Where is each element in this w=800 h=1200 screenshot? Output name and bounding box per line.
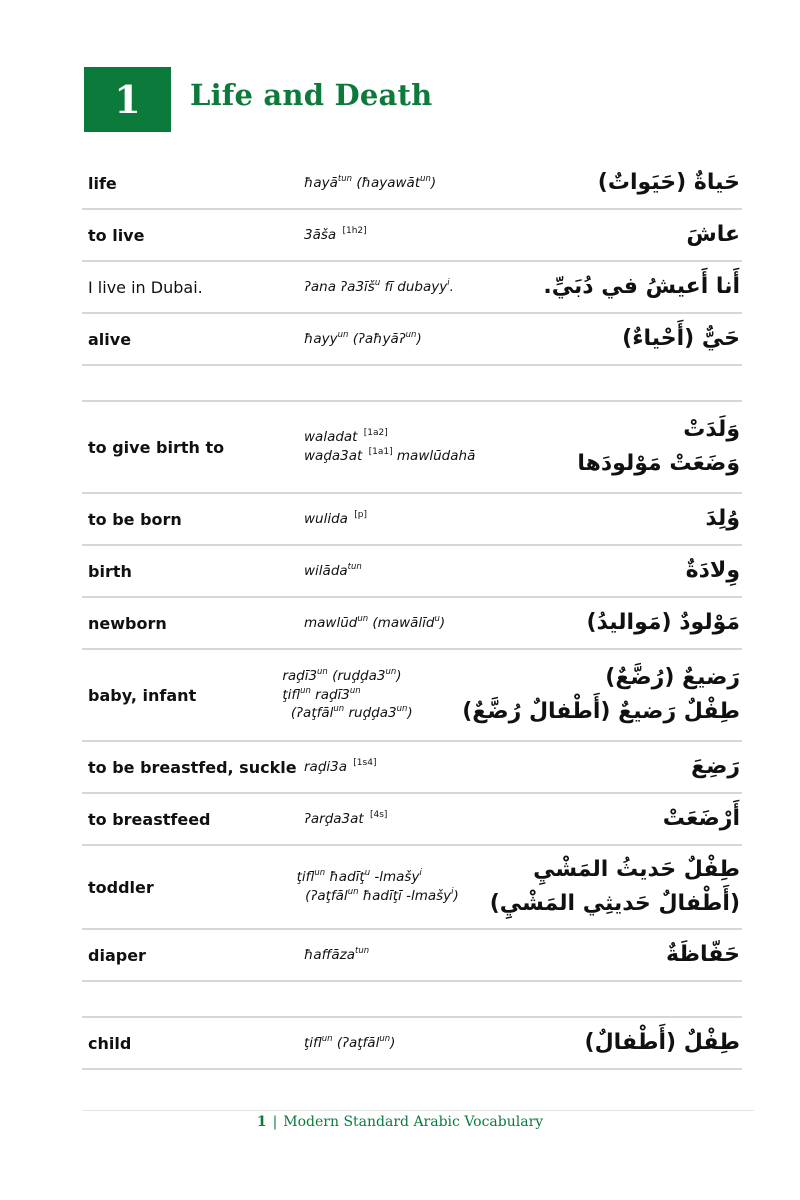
row-spacer (82, 982, 742, 1018)
english-term: newborn (88, 613, 167, 633)
vocab-row (82, 930, 742, 982)
page-number: 1 (256, 1114, 267, 1130)
vocab-row (82, 742, 742, 794)
english-term: to be born (88, 509, 182, 529)
chapter-number-badge (84, 67, 171, 132)
english-term: alive (88, 329, 132, 349)
english-term: to live (88, 225, 145, 245)
english-term: child (88, 1033, 132, 1053)
vocab-row (82, 314, 742, 366)
vocab-row (82, 402, 742, 494)
chapter-title: Life and Death (190, 78, 433, 112)
transliteration: ħayy$^{un}$ (ʔaħyāʔ$^{un}$) (304, 329, 422, 347)
transliteration: ħaffāza$^{tun}$ (304, 945, 370, 963)
english-term: birth (88, 561, 132, 581)
footer-separator: | (272, 1114, 278, 1130)
vocab-row (82, 494, 742, 546)
arabic-term: رضيع (رضع) طفل رضيع (أطفال رضع) (462, 664, 740, 724)
english-term: to breastfeed (88, 809, 211, 829)
english-term: I live in Dubai. (88, 277, 203, 297)
transliteration: ʔana $ʔa3īš^u$ fī dubayy$^i$. (304, 277, 454, 295)
vocab-row (82, 210, 742, 262)
transliteration: ħayā$^{tun}$ (ħayawāt$^{un}$) (304, 173, 437, 191)
english-term: life (88, 173, 117, 193)
transliteration: mawlūd$^{un}$ (mawālīd$^u$) (304, 613, 446, 631)
english-term: to give birth to (88, 437, 225, 457)
transliteration: ţifl$^{un}$ ħadīţ$^u$ -lmašy$^i$ (ʔaţfāl$^{un}$ ħadīţī -lmašy$^i$) (296, 868, 459, 904)
chapter-number: 1 (114, 77, 141, 122)
vocabulary-table (82, 158, 742, 1070)
transliteration: ʔarḑa3at [4s] (304, 809, 388, 827)
arabic-term: ولد (705, 505, 740, 531)
vocab-row (82, 846, 742, 930)
transliteration: $raḑī3^{un}$ $(ruḑḑa3^{un})$ ţifl$^{un}$ $raḑī3^{un}$ (ʔaţfāl$^{un}$ $ruḑḑa3^{un}$) (282, 666, 413, 722)
transliteration: 3āša [1h2] (304, 225, 367, 243)
vocab-row (82, 262, 742, 314)
english-term: baby, infant (88, 685, 197, 705)
arabic-term: مولود (مواليد) (586, 609, 740, 635)
transliteration: waladat [1a2] waḑa3at [1a1] mawlūdahā (304, 428, 476, 464)
book-title: Modern Standard Arabic Vocabulary (283, 1114, 544, 1130)
arabic-term: حفاظة (665, 941, 740, 967)
english-term: diaper (88, 945, 146, 965)
transliteration: raḑi3a [1s4] (304, 757, 377, 775)
footer-divider (82, 1110, 754, 1111)
page-footer (0, 1114, 800, 1130)
vocab-row (82, 650, 742, 742)
arabic-term: ولدة (685, 557, 740, 583)
vocab-row (82, 794, 742, 846)
arabic-term: عاش (686, 221, 740, 247)
transliteration: ţifl$^{un}$ (ʔaţfāl$^{un}$) (304, 1033, 396, 1051)
transliteration: wulida [p] (304, 509, 367, 527)
transliteration: wilāda$^{tun}$ (304, 561, 362, 579)
arabic-term: أنا أعيش في دبي. (543, 273, 740, 299)
arabic-term: أرضعت (662, 805, 740, 831)
row-spacer (82, 366, 742, 402)
arabic-term: ولدت وضعت مولودها (577, 416, 740, 476)
vocab-row (82, 598, 742, 650)
vocab-row (82, 158, 742, 210)
vocab-row (82, 546, 742, 598)
english-term: toddler (88, 877, 154, 897)
arabic-term: طفل حديث المشي (أطفال حديثي المشي) (489, 856, 740, 916)
english-term: to be breastfed, suckle (88, 757, 297, 777)
arabic-term: رضع (691, 753, 740, 779)
vocab-row (82, 1018, 742, 1070)
arabic-term: حي (أحياء) (622, 325, 740, 351)
arabic-term: حياة (حيوات) (597, 169, 740, 195)
arabic-term: طفل (أطفال) (584, 1029, 740, 1055)
